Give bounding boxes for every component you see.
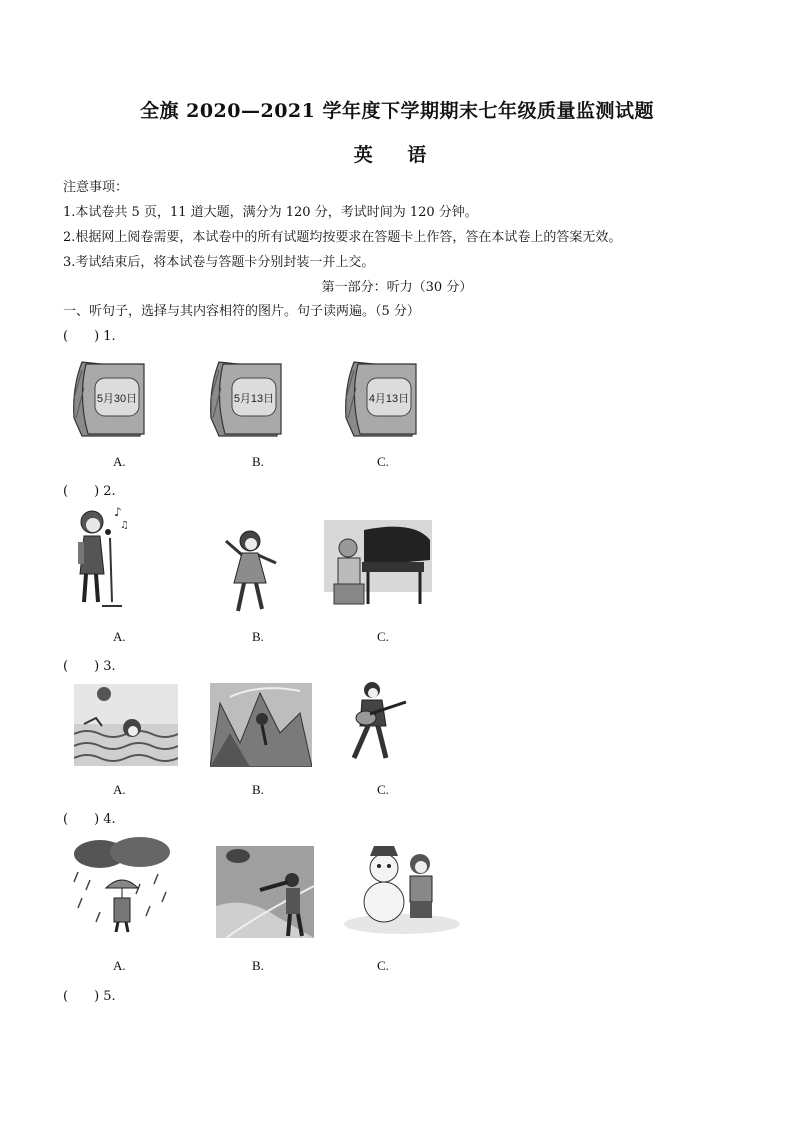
rainy-day-picture — [70, 836, 174, 934]
note-item-3: 3.考试结束后，将本试卷与答题卡分别封装一并上交。 — [63, 255, 375, 270]
question-3-number: ( ) 3. — [63, 659, 116, 674]
q1-option-b: B. — [252, 454, 264, 469]
exam-title: 全旗 2020—2021 学年度下学期期末七年级质量监测试题 — [140, 100, 654, 122]
q3-option-c: C. — [377, 782, 389, 797]
q3-option-b: B. — [252, 782, 264, 797]
calendar-date-c: 4月13日 — [368, 393, 410, 405]
q4-option-a: A. — [113, 958, 126, 973]
q2-option-a: A. — [113, 629, 126, 644]
singing-girl-picture — [70, 502, 132, 610]
q2-option-c: C. — [377, 629, 389, 644]
notes-heading: 注意事项： — [63, 180, 129, 195]
climbing-picture — [210, 683, 312, 767]
calendar-picture-c — [340, 358, 420, 442]
calendar-date-a: 5月30日 — [96, 393, 138, 405]
calendar-picture-b — [205, 358, 285, 442]
piano-girl-picture — [324, 520, 432, 610]
svg-text:♪: ♪ — [114, 505, 122, 519]
question-5-number: ( ) 5. — [63, 989, 116, 1004]
q2-option-b: B. — [252, 629, 264, 644]
calendar-picture-a — [68, 358, 148, 442]
snowman-picture — [344, 844, 462, 934]
note-item-2: 2.根据网上阅卷需要，本试卷中的所有试题均按要求在答题卡上作答，答在本试卷上的答案无效。 — [63, 230, 622, 245]
question-2-number: ( ) 2. — [63, 484, 116, 499]
part-title: 第一部分：听力（30 分） — [321, 280, 473, 295]
question-1-number: ( ) 1. — [63, 329, 116, 344]
dancing-girl-picture — [220, 525, 282, 617]
q1-option-c: C. — [377, 454, 389, 469]
q4-option-b: B. — [252, 958, 264, 973]
q3-option-a: A. — [113, 782, 126, 797]
section-instruction: 一、听句子，选择与其内容相符的图片。句子读两遍。（5 分） — [63, 304, 420, 319]
calendar-date-b: 5月13日 — [233, 393, 275, 405]
subject-title: 英 语 — [353, 144, 441, 166]
swimming-picture — [74, 684, 178, 766]
q4-option-c: C. — [377, 958, 389, 973]
question-4-number: ( ) 4. — [63, 812, 116, 827]
svg-text:♫: ♫ — [120, 520, 129, 531]
guitar-boy-picture — [340, 680, 410, 762]
note-item-1: 1.本试卷共 5 页，11 道大题，满分为 120 分，考试时间为 120 分钟。 — [63, 205, 478, 220]
telescope-picture — [216, 846, 314, 938]
q1-option-a: A. — [113, 454, 126, 469]
